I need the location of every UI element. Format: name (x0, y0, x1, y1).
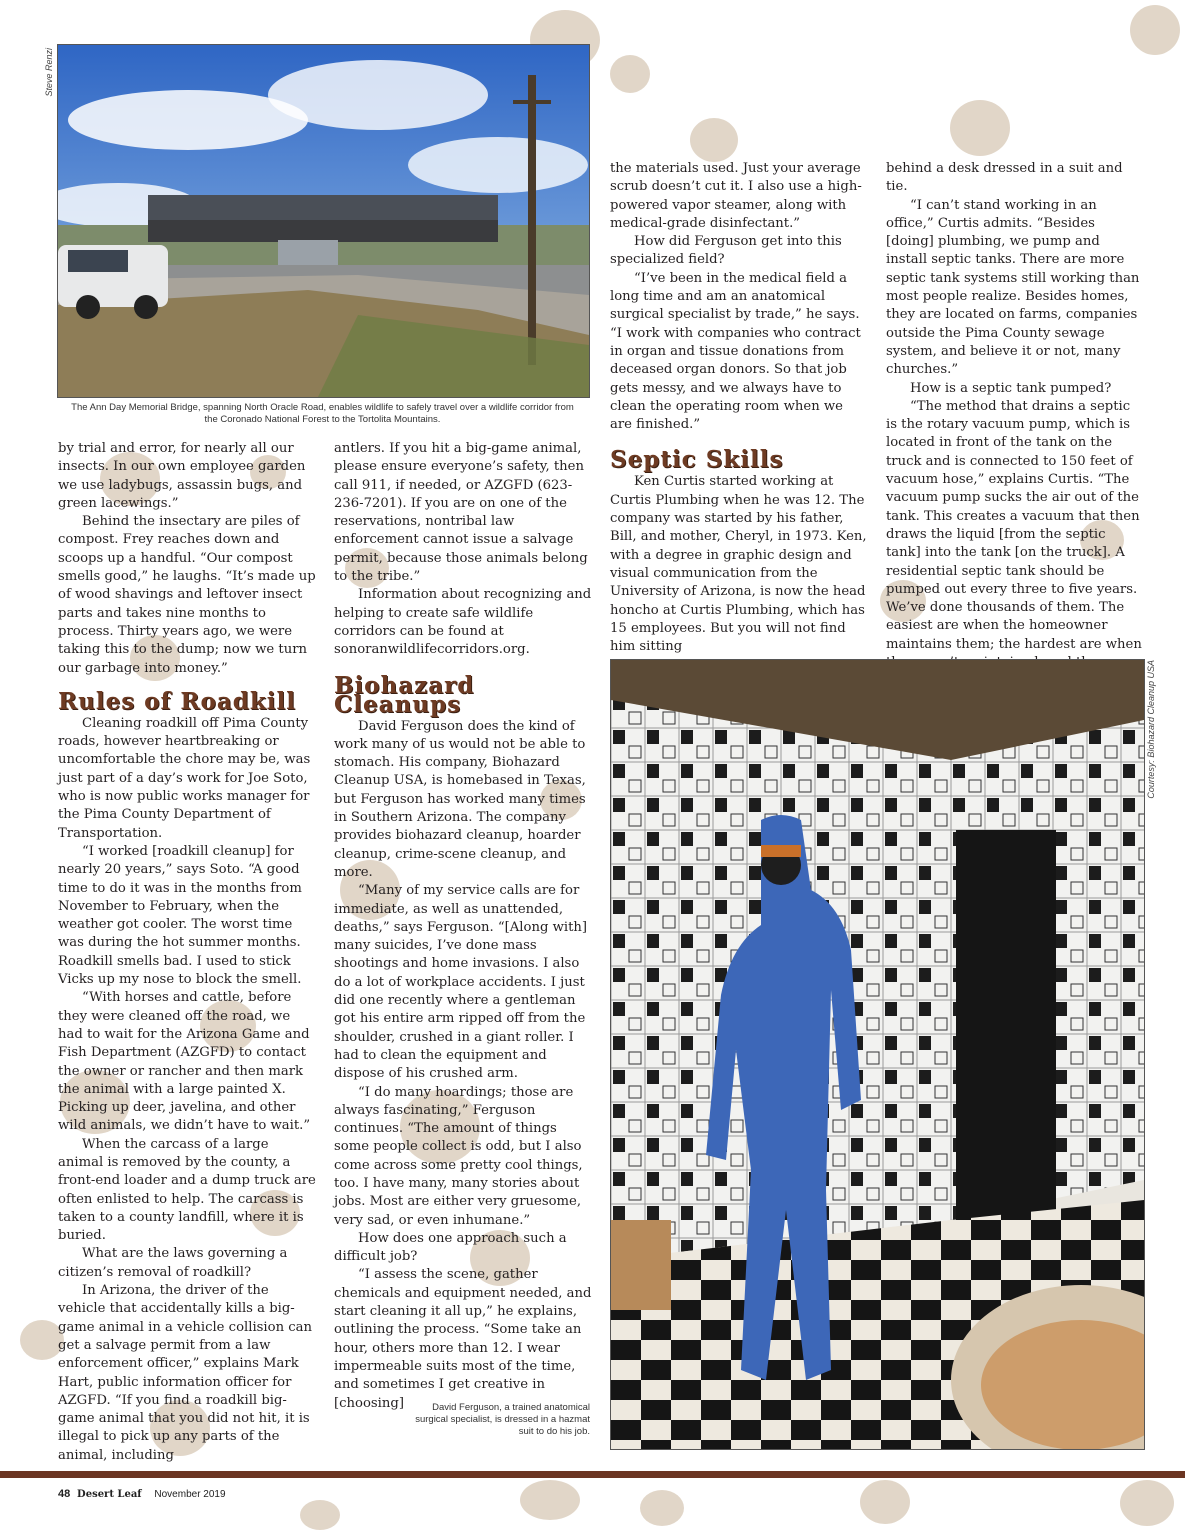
page-footer (58, 1488, 226, 1500)
article-column-3 (610, 160, 868, 656)
section-heading-biohazard: Biohazard Cleanups (334, 671, 475, 718)
paragraph: David Ferguson does the kind of work many of us would not be able to stomach. His company, Biohazard Cleanup USA, is homebased in Texas, but Ferguson has worked many times in Southern Arizona. The company provides biohazard cleanup, hoarder cleanup, crime-scene cleanup, and more. (334, 718, 586, 880)
stain-splat (860, 1480, 910, 1524)
article-column-4 (886, 160, 1144, 691)
article-column-1 (58, 440, 316, 1465)
issue-date: November 2019 (154, 1489, 226, 1500)
paragraph: “With horses and cattle, before they were cleaned off the road, we had to wait for the Arizona Game and Fish Department (AZGFD) to contact the owner or rancher and then mark the animal with a large painted X. Picking up deer, javelina, and other wild animals, we didn’t have to wait.” (58, 990, 311, 1134)
stain-splat (520, 1480, 580, 1520)
stain-splat (300, 1500, 340, 1530)
paragraph: the materials used. Just your average scrub doesn’t cut it. I also use a high-powered vapor steamer, along with medical-grade disinfectant.” (610, 161, 862, 231)
bridge-photo-caption: The Ann Day Memorial Bridge, spanning North Oracle Road, enables wildlife to safely travel over a wildlife corridor from the Coronado National Forest to the Tortolita Mountains. (71, 402, 574, 425)
stain-splat (640, 1490, 684, 1526)
paragraph: What are the laws governing a citizen’s removal of roadkill? (58, 1246, 288, 1280)
paragraph: Ken Curtis started working at Curtis Plumbing when he was 12. The company was started by his father, Bill, and mother, Cheryl, in 1973. Ken, with a degree in graphic design and visual communication from the University of Arizona, is now the head honcho at Curtis Plumbing, which has 15 employees. But you will not find him sitting (610, 474, 867, 655)
photo-credit: Courtesy: Biohazard Cleanup USA (1146, 660, 1156, 799)
paragraph: Behind the insectary are piles of compost. Frey reaches down and scoops up a handful. “Our compost smells good,” he laughs. “It’s made up of wood shavings and leftover insect parts and takes nine months to process. Thirty years ago, we were taking this to the dump; now we turn our garbage into money.” (58, 514, 316, 676)
photo-credit: Steve Renzi (44, 48, 54, 97)
footer-rule (0, 1471, 1185, 1478)
stain-splat (610, 55, 650, 93)
hazmat-photo-image (611, 660, 1144, 1449)
stain-splat (1120, 1480, 1174, 1526)
magazine-name: Desert Leaf (77, 1489, 142, 1500)
paragraph: Cleaning roadkill off Pima County roads, however heartbreaking or uncomfortable the chore may be, was just part of a day’s work for Joe Soto, who is now public works manager for the Pima County Department of Transportation. (58, 715, 311, 841)
bridge-photo-image (58, 45, 589, 397)
paragraph: When the carcass of a large animal is removed by the county, a front-end loader and a dump truck are often enlisted to help. The carcass is taken to a county landfill, where it is buried. (58, 1136, 316, 1244)
paragraph: “I’ve been in the medical field a long time and am an anatomical surgical specialist by trade,” he says. “I work with companies who contract in organ and tissue donations from deceased organ donors. So that job gets messy, and we always have to clean the operating room when we are finished.” (610, 270, 861, 433)
paragraph: behind a desk dressed in a suit and tie. (886, 161, 1123, 195)
page-number: 48 (58, 1488, 71, 1500)
bridge-photo (57, 44, 590, 398)
paragraph: antlers. If you hit a big-game animal, please ensure everyone’s safety, then call 911, if needed, or AZGFD (623-236-7201). If you are on one of the reservations, nontribal law enforcement cannot issue a salvage permit, because those animals belong to the tribe.” (334, 441, 588, 585)
paragraph: “The method that drains a septic is the rotary vacuum pump, which is located in front of the tank on the truck and is connected to 150 feet of vacuum hose,” explains Curtis. “The vacuum pump sucks the air out of the tank. This creates a vacuum that then draws the liquid [from the septic tank] into the tank [on the truck]. A residential septic tank should be pumped out every three to five years. We’ve done thousands of them. The easiest are when the homeowner maintains them; the hardest are when (886, 398, 1142, 652)
paragraph: How is a septic tank pumped? (910, 380, 1112, 396)
paragraph: “I assess the scene, gather chemicals and equipment needed, and start cleaning it all up,” he explains, outlining the process. “Some take an hour, others more than 12. I wear impermeable suits most of the time, and sometimes I get creative in [choosing] (334, 1267, 592, 1411)
section-heading-roadkill: Rules of Roadkill (58, 687, 296, 715)
hazmat-photo (610, 659, 1145, 1450)
paragraph: How did Ferguson get into this specialized field? (610, 234, 842, 268)
stain-splat (1130, 5, 1180, 55)
paragraph: Information about recognizing and helping to create safe wildlife corridors can be found at sonoranwildlifecorridors.org. (334, 587, 592, 658)
section-heading-septic: Septic Skills (610, 446, 784, 474)
paragraph: by trial and error, for nearly all our insects. In our own employee garden we use ladybugs, assassin bugs, and green lacewings.” (58, 441, 306, 511)
paragraph: “Many of my service calls are for immediate, as well as unattended, deaths,” says Ferguson. “[Along with] many suicides, I’ve done mass shootings and home invasions. I also do a lot of workplace accidents. I just did one recently where a gentleman got his entire arm ripped off from the shoulder, crushed in a giant roller. I had to clean the equipment and dispose of his crushed arm. (334, 883, 588, 1082)
paragraph: “I can’t stand working in an office,” Curtis admits. “Besides [doing] plumbing, we pump and install septic tanks. There are more septic tank systems still working than most people realize. Besides homes, they are located on farms, companies outside the Pima County sewage system, and believe it or not, many churches.” (886, 197, 1140, 378)
paragraph: In Arizona, the driver of the vehicle that accidentally kills a big-game animal in a vehicle collision can get a salvage permit from a law enforcement officer,” explains Mark Hart, public information officer for AZGFD. “If you find a roadkill big-game animal that you did not hit, it is illegal to pick up any parts of the animal, including (58, 1283, 313, 1463)
hazmat-photo-caption: David Ferguson, a trained anatomical surgical specialist, is dressed in a hazmat suit to do his job. (415, 1402, 590, 1437)
paragraph: How does one approach such a difficult job? (334, 1230, 567, 1265)
paragraph: “I worked [roadkill cleanup] for nearly 20 years,” says Soto. “A good time to do it was in the months from November to February, when the weather got cooler. The worst time was during the hot summer months. Roadkill smells bad. I used to stick Vicks up my nose to block the smell. (58, 843, 302, 988)
article-column-2 (334, 440, 592, 1413)
stain-splat (950, 100, 1010, 156)
paragraph: “I do many hoardings; those are always fascinating,” Ferguson continues. “The amount of things some people collect is odd, but I also come across some pretty cool things, too. I have many, many stories about jobs. Most are either very gruesome, very sad, or even inhumane.” (334, 1084, 583, 1228)
stain-splat (690, 118, 738, 162)
